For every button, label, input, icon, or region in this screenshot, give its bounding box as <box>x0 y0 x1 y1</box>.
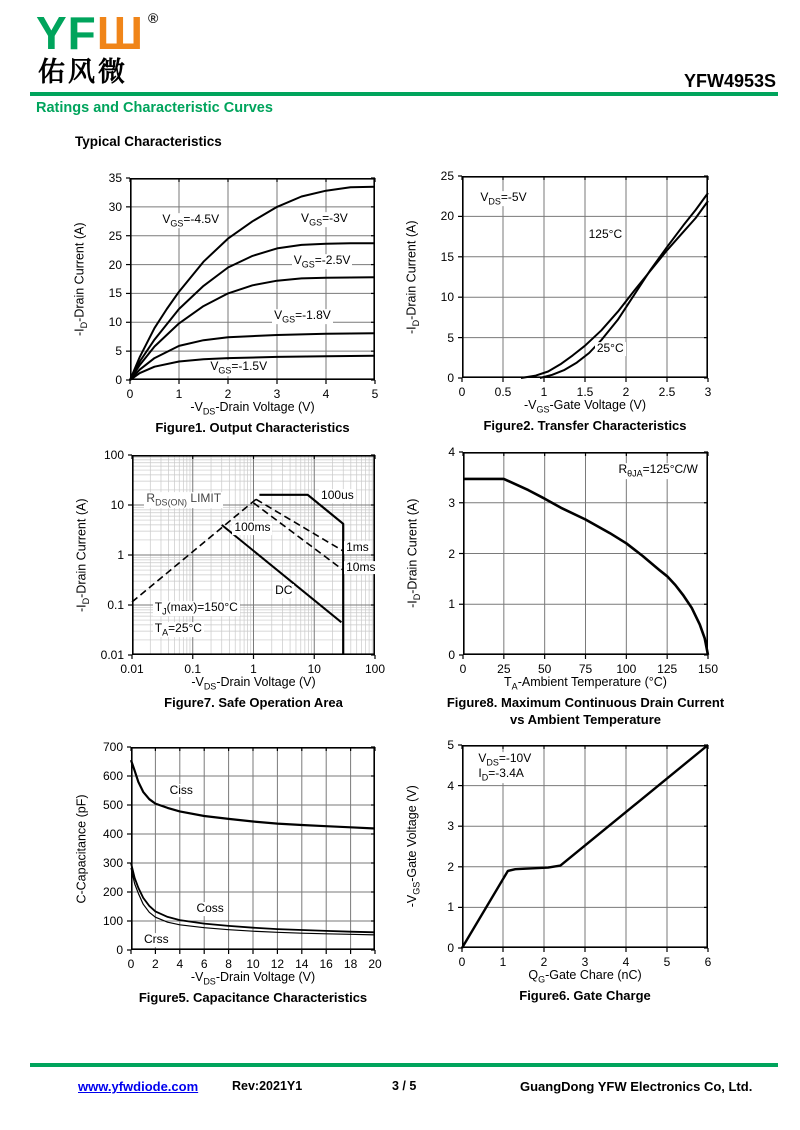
figure-5-plot <box>131 747 375 950</box>
figure-8-caption: Figure8. Maximum Continuous Drain Current <box>446 695 725 710</box>
figure-2-y-axis-label: $-I_D$-Drain Current (A) <box>404 220 422 334</box>
figure-8-x-axis-label: $T_A$-Ambient Temperature (°C) <box>504 675 667 692</box>
registered-trademark-icon: ® <box>148 10 159 26</box>
y-tick-label: 10 <box>108 315 122 330</box>
x-tick-label: 1 <box>175 387 183 401</box>
x-tick-label: 18 <box>343 957 358 971</box>
y-tick-label: 15 <box>108 286 122 301</box>
x-tick-label: 20 <box>368 957 382 971</box>
y-tick-label: 1 <box>117 548 124 562</box>
x-tick-label: 4 <box>322 387 330 401</box>
figure-8-caption-line2: vs Ambient Temperature <box>509 711 661 727</box>
y-tick-label: 10 <box>440 290 454 305</box>
company-name: GuangDong YFW Electronics Co, Ltd. <box>520 1079 753 1094</box>
figure-5-x-axis-label: $-V_{DS}$-Drain Voltage (V) <box>190 970 316 987</box>
plot-annotation: $T_A=25^\circ C$ <box>154 620 202 638</box>
x-tick-label: 5 <box>663 955 671 969</box>
logo-text-sha: Ш <box>96 7 145 59</box>
y-tick-label: 0 <box>115 373 122 387</box>
figure-5-y-axis-label: C-Capacitance (pF) <box>75 793 90 904</box>
x-tick-label: 0 <box>127 957 135 971</box>
x-tick-label: 100 <box>616 662 637 676</box>
x-tick-label: 50 <box>537 662 552 676</box>
y-tick-label: 4 <box>447 778 454 793</box>
figure-8-max-drain-current <box>405 445 725 727</box>
y-tick-label: 25 <box>108 228 122 243</box>
x-tick-label: 1 <box>540 385 548 399</box>
figure-2-caption: Figure2. Transfer Characteristics <box>483 418 687 433</box>
plot-annotation: 100us <box>321 488 354 503</box>
figure-1-caption: Figure1. Output Characteristics <box>155 420 350 435</box>
website-link[interactable]: www.yfwdiode.com <box>78 1079 199 1094</box>
x-tick-label: 4 <box>176 957 184 971</box>
y-tick-label: 0 <box>448 648 455 662</box>
y-tick-label: 35 <box>108 171 122 185</box>
yfw-logo <box>36 7 145 59</box>
footer-divider <box>30 1063 778 1067</box>
plot-annotation: $T_J(\max)=150^\circ C$ <box>154 599 238 617</box>
figure-1-plot <box>130 178 375 380</box>
x-tick-label: 6 <box>704 955 712 969</box>
y-tick-label: 2 <box>448 546 455 561</box>
x-tick-label: 5 <box>371 387 379 401</box>
figure-7-x-axis-label: $-V_{DS}$-Drain Voltage (V) <box>191 675 316 692</box>
y-tick-label: 0 <box>116 943 123 957</box>
page-number: 3 / 5 <box>392 1079 417 1093</box>
page-subtitle: Typical Characteristics <box>75 134 222 149</box>
plot-annotation: $V_{GS}=-4.5V$ <box>162 211 220 229</box>
figure-6-gate-charge <box>404 738 712 1003</box>
y-tick-label: 10 <box>110 498 124 512</box>
x-tick-label: 0 <box>126 387 134 401</box>
figure-5-caption: Figure5. Capacitance Characteristics <box>138 990 368 1005</box>
figure-8-y-axis-label: $-I_D$-Drain Curent (A) <box>405 498 423 609</box>
x-tick-label: 0 <box>458 385 466 399</box>
figure-7-y-axis-label: $-I_D$-Drain Current (A) <box>74 498 92 612</box>
x-tick-label: 1 <box>499 955 507 969</box>
figure-2-transfer-characteristics <box>404 169 712 433</box>
x-tick-label: 0.1 <box>184 662 202 676</box>
x-tick-label: 0 <box>458 955 466 969</box>
x-tick-label: 1 <box>250 662 257 676</box>
figure-6-x-axis-label: $Q_G$-Gate Chare (nC) <box>528 968 642 985</box>
y-tick-label: 700 <box>102 740 123 754</box>
x-tick-label: 2 <box>540 955 548 969</box>
y-tick-label: 100 <box>102 914 123 928</box>
y-tick-label: 5 <box>447 330 454 345</box>
y-tick-label: 20 <box>108 257 122 272</box>
y-tick-label: 4 <box>448 445 455 459</box>
plot-annotation: $V_{GS}=-1.5V$ <box>210 359 268 376</box>
x-tick-label: 10 <box>307 662 321 676</box>
x-tick-label: 2.5 <box>658 385 676 399</box>
x-tick-label: 14 <box>295 957 309 971</box>
y-tick-label: 400 <box>102 827 123 841</box>
figure-1-output-characteristics <box>72 171 379 435</box>
section-title: Ratings and Characteristic Curves <box>36 100 273 116</box>
y-tick-label: 0 <box>447 941 454 955</box>
plot-annotation: $R_{\theta JA}=125^\circ C/W$ <box>618 462 698 479</box>
plot-annotation: 100ms <box>234 520 271 535</box>
y-tick-label: 0 <box>447 371 454 385</box>
y-tick-label: 1 <box>447 900 454 915</box>
figure-8-plot <box>463 452 708 655</box>
y-tick-label: 0.01 <box>100 648 124 662</box>
y-tick-label: 5 <box>447 738 454 752</box>
x-tick-label: 1.5 <box>576 385 594 399</box>
x-tick-label: 4 <box>622 955 630 969</box>
x-tick-label: 150 <box>697 662 719 676</box>
x-tick-label: 0.5 <box>494 385 512 399</box>
figure-2-x-axis-label: $-V_{GS}$-Gate Voltage (V) <box>523 398 647 415</box>
x-tick-label: 12 <box>270 957 285 971</box>
y-tick-label: 3 <box>447 819 454 834</box>
x-tick-label: 6 <box>200 957 208 971</box>
plot-annotation: 125°C <box>588 227 623 242</box>
x-tick-label: 8 <box>225 957 232 971</box>
plot-annotation: 1ms <box>346 539 369 554</box>
y-tick-label: 15 <box>440 249 454 264</box>
plot-annotation: Coss <box>196 901 224 916</box>
y-tick-label: 100 <box>103 448 124 462</box>
x-tick-label: 2 <box>622 385 630 399</box>
y-tick-label: 2 <box>447 859 454 874</box>
figure-1-y-axis-label: $-I_D$-Drain Current (A) <box>72 222 90 336</box>
plot-annotation: 10ms <box>346 559 376 574</box>
x-tick-label: 3 <box>581 955 589 969</box>
x-tick-label: 16 <box>319 957 333 971</box>
x-tick-label: 125 <box>657 662 678 676</box>
plot-annotation: $R_{DS(ON)}$ LIMIT <box>146 491 222 508</box>
x-tick-label: 25 <box>497 662 511 676</box>
plot-annotation: $I_D=-3.4A$ <box>478 766 524 783</box>
y-tick-label: 20 <box>440 209 454 224</box>
y-tick-label: 500 <box>102 798 123 812</box>
figure-5-capacitance-characteristics <box>75 740 382 1005</box>
logo-text-yf: YF <box>36 7 97 59</box>
y-tick-label: 25 <box>440 169 454 183</box>
x-tick-label: 0.01 <box>120 662 144 676</box>
plot-annotation: $V_{GS}=-1.8V$ <box>274 307 331 325</box>
header-divider <box>30 92 778 96</box>
y-tick-label: 0.1 <box>107 598 124 612</box>
y-tick-label: 1 <box>448 597 455 612</box>
plot-annotation: 25°C <box>596 341 624 356</box>
part-number: YFW4953S <box>683 71 776 91</box>
y-tick-label: 600 <box>102 769 123 783</box>
plot-annotation: $V_{DS}=-5V$ <box>480 189 527 207</box>
x-tick-label: 2 <box>224 387 232 401</box>
y-tick-label: 3 <box>448 495 455 510</box>
plot-annotation: Ciss <box>169 782 193 797</box>
y-tick-label: 300 <box>102 856 123 870</box>
x-tick-label: 75 <box>578 662 593 676</box>
x-tick-label: 100 <box>364 662 386 676</box>
x-tick-label: 10 <box>246 957 260 971</box>
figure-6-y-axis-label: $-V_{GS}$-Gate Voltage (V) <box>404 785 422 908</box>
revision-label: Rev:2021Y1 <box>232 1079 303 1093</box>
y-tick-label: 5 <box>115 344 122 359</box>
y-tick-label: 30 <box>108 199 122 214</box>
y-tick-label: 200 <box>102 885 123 899</box>
x-tick-label: 0 <box>459 662 467 676</box>
figure-7-caption: Figure7. Safe Operation Area <box>164 695 343 710</box>
x-tick-label: 3 <box>273 387 281 401</box>
x-tick-label: 3 <box>704 385 712 399</box>
plot-annotation: Crss <box>143 932 169 947</box>
plot-annotation: $V_{DS}=-10V$ <box>478 751 532 768</box>
logo-chinese-name: 佑风微 <box>38 57 128 87</box>
plot-annotation: $V_{GS}=-3V$ <box>301 210 348 228</box>
figure-6-caption: Figure6. Gate Charge <box>519 988 651 1003</box>
figure-7-safe-operation-area <box>74 448 386 710</box>
plot-annotation: $V_{GS}=-2.5V$ <box>293 252 351 270</box>
x-tick-label: 2 <box>152 957 159 971</box>
plot-annotation: DC <box>275 583 293 598</box>
figure-1-x-axis-label: $-V_{DS}$-Drain Voltage (V) <box>190 400 315 417</box>
